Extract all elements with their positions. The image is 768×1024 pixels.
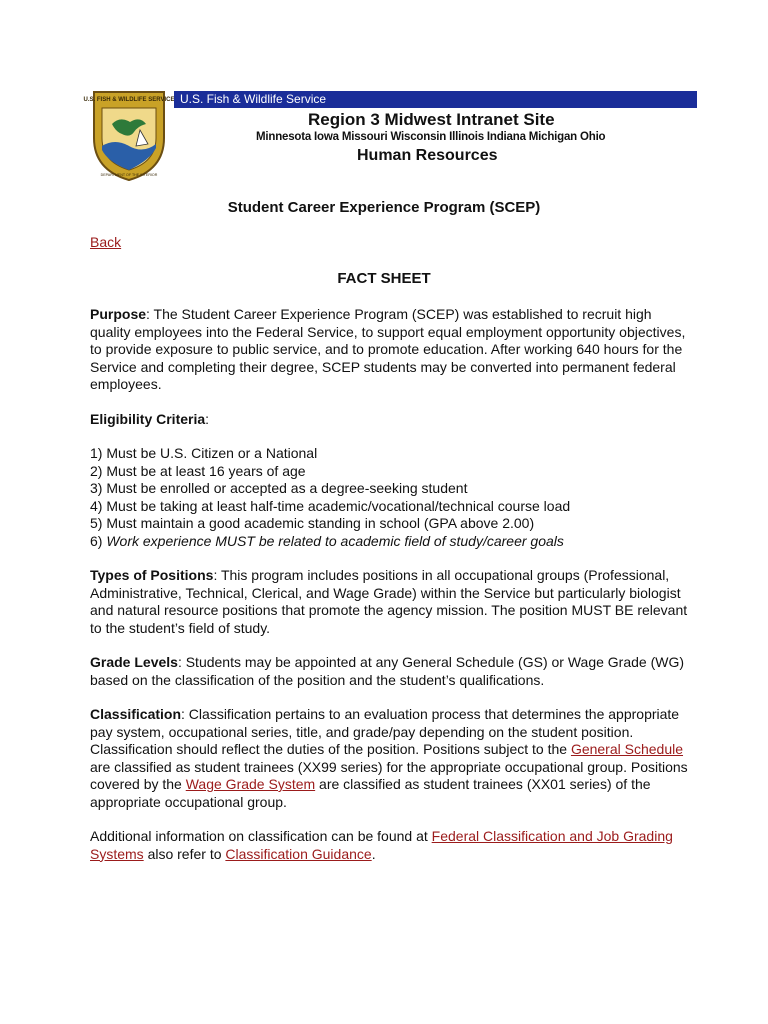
fact-sheet-content <box>90 306 690 880</box>
fws-logo <box>83 86 175 182</box>
agency-banner <box>174 91 697 108</box>
list-item: 3) Must be enrolled or accepted as a degree-seeking student <box>90 480 468 496</box>
classification-label: Classification <box>90 706 182 722</box>
positions-label: Types of Positions <box>90 567 214 583</box>
svg-text:U.S. FISH & WILDLIFE SERVICE: U.S. FISH & WILDLIFE SERVICE <box>83 97 175 103</box>
wage-grade-system-link[interactable]: Wage Grade System <box>185 776 316 792</box>
purpose-paragraph <box>90 306 690 394</box>
eligibility-list <box>90 445 690 550</box>
grades-text: : Students may be appointed at any General Schedule (GS) or Wage Grade (WG) based on the classification of the position and the student’s qualifications. <box>90 654 685 688</box>
federal-classification-link[interactable]: Federal Classification and Job Grading Systems <box>90 828 673 862</box>
list-item: 4) Must be taking at least half-time academic/vocational/technical course load <box>90 497 571 514</box>
fws-shield-icon <box>83 86 175 182</box>
additional-info-paragraph: Additional information on classification can be found at Federal Classification and Job Grading Systems also refer to Classification Guidance. <box>90 828 673 862</box>
eligibility-heading: Eligibility Criteria: <box>90 410 210 427</box>
grades-paragraph <box>90 654 690 689</box>
back-link[interactable]: Back <box>90 234 122 250</box>
svg-text:DEPARTMENT OF THE INTERIOR: DEPARTMENT OF THE INTERIOR <box>100 173 158 177</box>
classification-guidance-link[interactable]: Classification Guidance <box>225 845 372 862</box>
list-item: 6) Work experience MUST be related to academic field of study/career goals <box>90 532 564 549</box>
region-states: Minnesota Iowa Missouri Wisconsin Illinois Indiana Michigan Ohio <box>256 131 606 143</box>
section-title: Human Resources <box>357 147 498 164</box>
general-schedule-link[interactable]: General Schedule <box>570 741 684 757</box>
list-item: 2) Must be at least 16 years of age <box>90 462 306 479</box>
purpose-label: Purpose <box>90 306 147 322</box>
list-item: 5) Must maintain a good academic standing in school (GPA above 2.00) <box>90 515 535 531</box>
positions-paragraph <box>90 567 690 637</box>
agency-name: U.S. Fish & Wildlife Service <box>180 92 327 106</box>
eligibility-label: Eligibility Criteria <box>90 410 206 427</box>
purpose-text: : The Student Career Experience Program (SCEP) was established to recruit high quality employees into the Federal Service, to support equal employment opportunity objectives, to provide exposure to public service, and to promote education. After working 640 hours for the Service and completing their degree, SCEP students may be converted into permanent federal employees. <box>90 306 686 392</box>
fact-sheet-heading: FACT SHEET <box>337 270 431 287</box>
page-title: Student Career Experience Program (SCEP) <box>227 199 541 216</box>
classification-paragraph: Classification: Classification pertains to an evaluation process that determines the appropriate pay system, occupational series, title, and grade/pay depending on the student position. Classification should reflect the duties of the position. Positions subject to the General Schedule are classified as student trainees (XX99 series) for the appropriate occupational group. Positions covered by the Wage Grade System are classified as student trainees (XX01 series) of the appropriate occupational group. <box>90 706 688 810</box>
site-title: Region 3 Midwest Intranet Site <box>308 110 555 129</box>
positions-text: : This program includes positions in all occupational groups (Professional, Administrative, Technical, Clerical, and Wage Grade) within the Service but particularly biologist and natural resource positions that promote the agency mission. The position MUST BE relevant to the student’s field of study. <box>90 567 688 636</box>
list-item: 1) Must be U.S. Citizen or a National <box>90 445 318 461</box>
grades-label: Grade Levels <box>90 654 178 670</box>
